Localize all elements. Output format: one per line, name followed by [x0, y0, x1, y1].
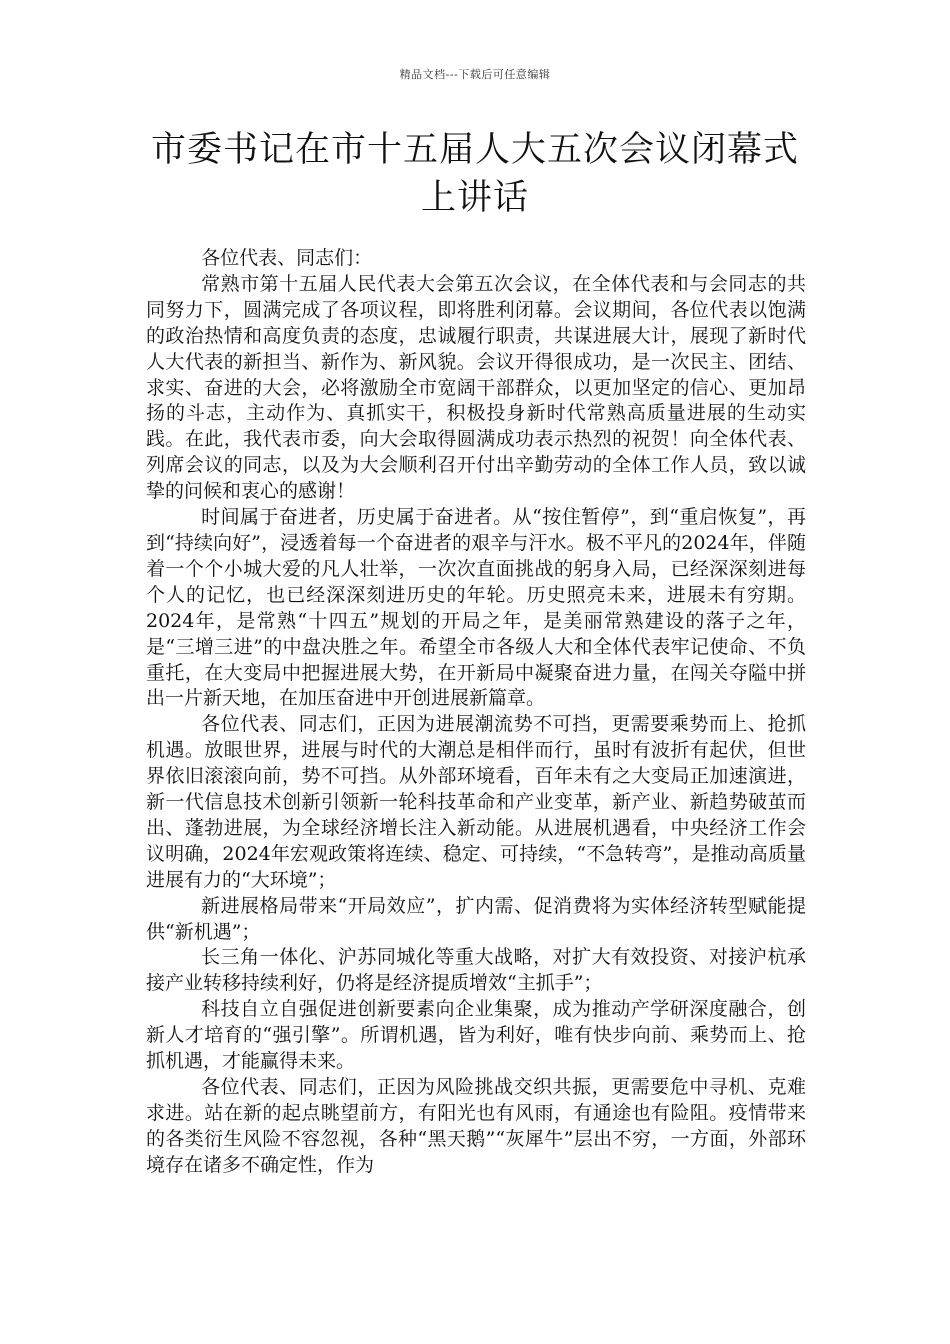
document-body: [146, 246, 806, 1179]
paragraph: 长三角一体化、沪苏同城化等重大战略，对扩大有效投资、对接沪杭承接产业转移持续利好，仍将是经济提质增效“主抓手”；: [146, 946, 806, 995]
title-line-1: 市委书记在市十五届人大五次会议闭幕式: [150, 130, 799, 170]
paragraph: 常熟市第十五届人民代表大会第五次会议，在全体代表和与会同志的共同努力下，圆满完成了各项议程，即将胜利闭幕。会议期间，各位代表以饱满的政治热情和高度负责的态度，忠诚履行职责，共谋进展大计，展现了新时代人大代表的新担当、新作为、新风貌。会议开得很成功，是一次民主、团结、求实、奋进的大会，必将激励全市宽阔干部群众，以更加坚定的信心、更加昂扬的斗志，主动作为、真抓实干，积极投身新时代常熟高质量进展的生动实践。在此，我代表市委，向大会取得圆满成功表示热烈的祝贺！向全体代表、列席会议的同志，以及为大会顺利召开付出辛勤劳动的全体工作人员，致以诚挚的问候和衷心的感谢！: [146, 272, 806, 503]
paragraph: 时间属于奋进者，历史属于奋进者。从“按住暂停”，到“重启恢复”，再到“持续向好”，浸透着每一个奋进者的艰辛与汗水。极不平凡的2024年，伴随着一个个小城大爱的凡人壮举，一次次直面挑战的躬身入局，已经深深刻进每个人的记忆，也已经深深刻进历史的年轮。历史照亮未来，进展未有穷期。2024年，是常熟“十四五”规划的开局之年，是美丽常熟建设的落子之年，是“三增三进”的中盘决胜之年。希望全市各级人大和全体代表牢记使命、不负重托，在大变局中把握进展大势，在开新局中凝聚奋进力量，在闯关夺隘中拼出一片新天地，在加压奋进中开创进展新篇章。: [146, 506, 806, 710]
paragraph: 各位代表、同志们，正因为进展潮流势不可挡，更需要乘势而上、抢抓机遇。放眼世界，进展与时代的大潮总是相伴而行，虽时有波折有起伏，但世界依旧滚滚向前，势不可挡。从外部环境看，百年未有之大变局正加速演进，新一代信息技术创新引领新一轮科技革命和产业变革，新产业、新趋势破茧而出、蓬勃进展，为全球经济增长注入新动能。从进展机遇看，中央经济工作会议明确，2024年宏观政策将连续、稳定、可持续，“不急转弯”，是推动高质量进展有力的“大环境”；: [146, 713, 806, 891]
paragraph: 科技自立自强促进创新要素向企业集聚，成为推动产学研深度融合，创新人才培育的“强引擎”。所谓机遇，皆为利好，唯有快步向前、乘势而上、抢抓机遇，才能赢得未来。: [146, 998, 806, 1073]
salutation: 各位代表、同志们：: [201, 247, 373, 269]
document-title: [130, 126, 820, 222]
title-line-2: 上讲话: [420, 178, 529, 218]
paragraph: 新进展格局带来“开局效应”，扩内需、促消费将为实体经济转型赋能提供“新机遇”；: [146, 894, 806, 943]
paragraph: 各位代表、同志们，正因为风险挑战交织共振，更需要危中寻机、克难求进。站在新的起点眺望前方，有阳光也有风雨，有通途也有险阻。疫情带来的各类衍生风险不容忽视，各种“黑天鹅”“灰犀牛”层出不穷，一方面，外部环境存在诸多不确定性，作为: [146, 1076, 806, 1176]
header-note: 精品文档---下载后可任意编辑: [399, 68, 551, 81]
